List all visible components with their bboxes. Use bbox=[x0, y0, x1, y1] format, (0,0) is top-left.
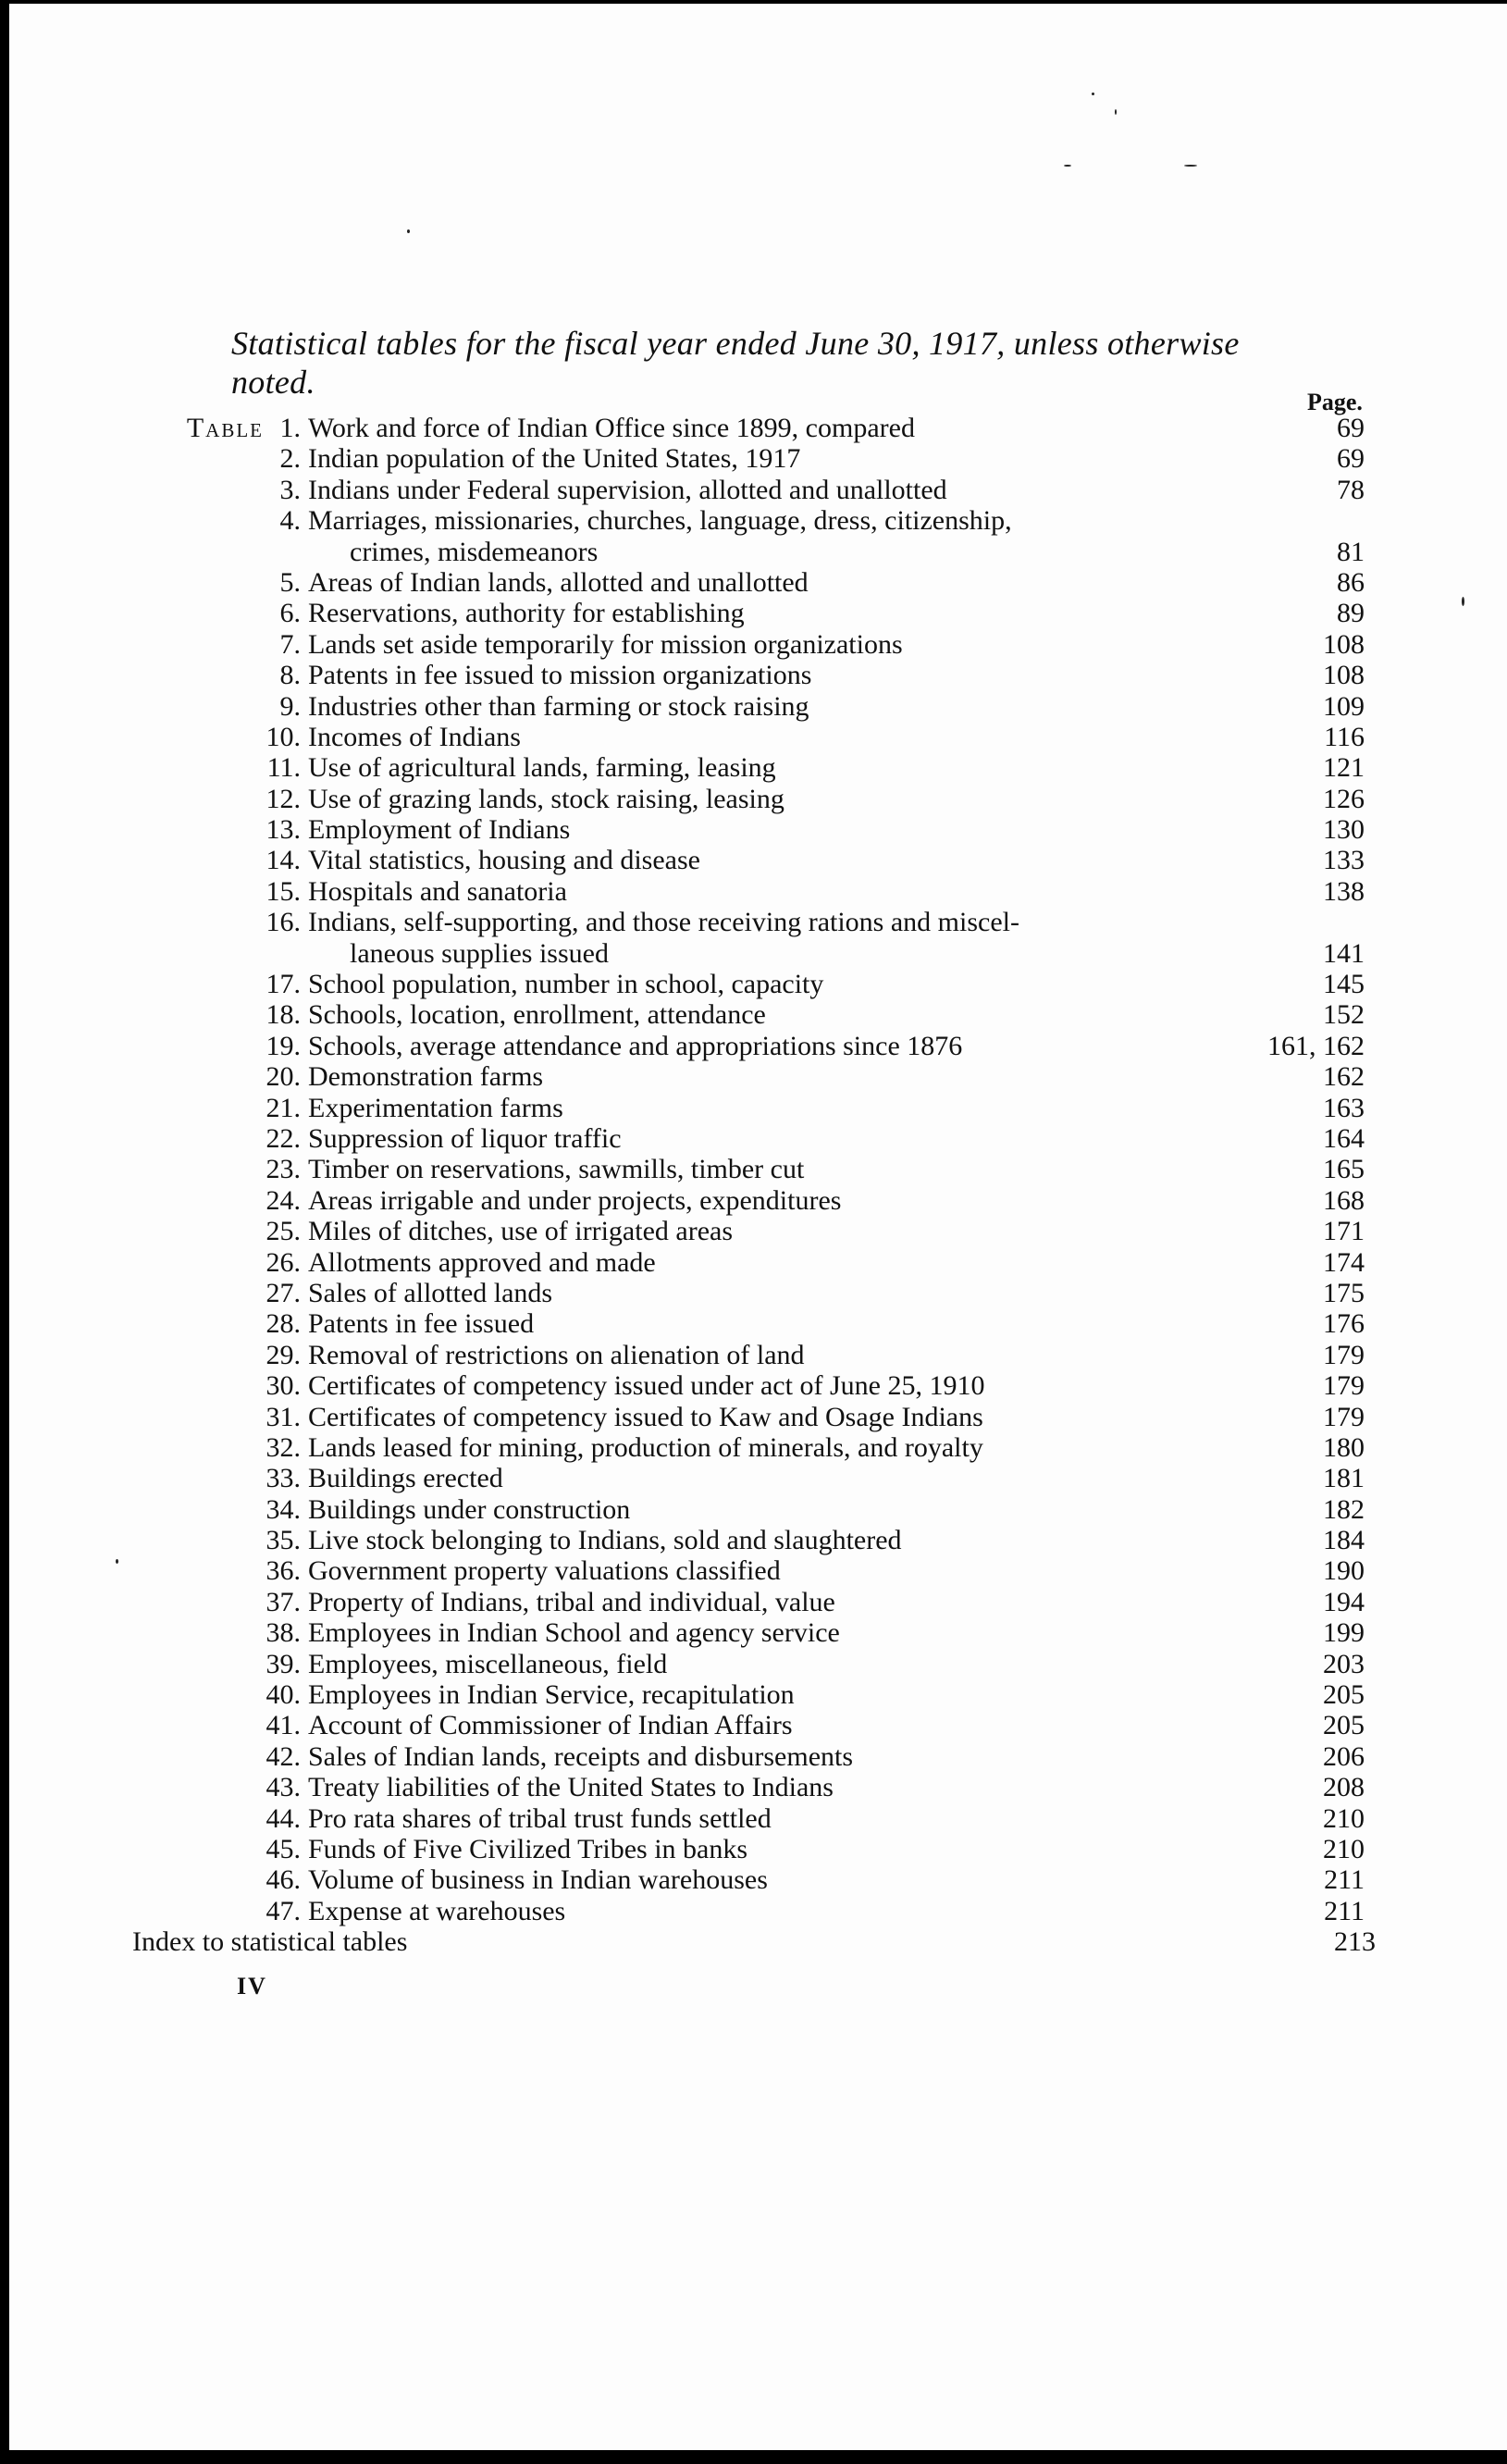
toc-entry bbox=[143, 1834, 1365, 1864]
entry-number: 46. bbox=[266, 1864, 301, 1896]
entry-number: 34. bbox=[266, 1493, 301, 1525]
entry-number: 47. bbox=[266, 1895, 301, 1926]
entry-title bbox=[301, 1247, 1244, 1278]
entry-page: 86 bbox=[1337, 566, 1365, 598]
entry-title bbox=[301, 1710, 1244, 1740]
entry-title-text: Allotments approved and made bbox=[301, 1247, 656, 1278]
entry-title-text: Marriages, missionaries, churches, language, dress, citizenship, bbox=[301, 505, 1012, 536]
toc-entry bbox=[143, 938, 1365, 969]
entry-number: 2. bbox=[279, 443, 301, 475]
entry-title bbox=[301, 1123, 1244, 1154]
entry-title-text: laneous supplies issued bbox=[342, 938, 609, 969]
entry-title bbox=[301, 1649, 1244, 1679]
entry-number: 8. bbox=[279, 660, 301, 691]
entry-number: 42. bbox=[266, 1740, 301, 1772]
scan-speck bbox=[1184, 165, 1197, 167]
entry-title-text: Use of agricultural lands, farming, leasing bbox=[301, 752, 776, 783]
entry-title bbox=[301, 1093, 1244, 1123]
toc-entry bbox=[143, 1123, 1365, 1154]
entry-title-text: Account of Commissioner of Indian Affairs bbox=[301, 1710, 793, 1740]
entry-page: 208 bbox=[1323, 1772, 1365, 1803]
toc-entry bbox=[143, 567, 1365, 598]
table-of-contents bbox=[132, 413, 1376, 1958]
entry-title-text: Treaty liabilities of the United States to Indians bbox=[301, 1772, 834, 1802]
entry-page: 174 bbox=[1323, 1246, 1365, 1278]
entry-number: 6. bbox=[279, 598, 301, 629]
entry-page: 162 bbox=[1323, 1061, 1365, 1093]
entry-page: 206 bbox=[1323, 1740, 1365, 1772]
entry-title-text: Incomes of Indians bbox=[301, 722, 521, 752]
entry-title-text: Hospitals and sanatoria bbox=[301, 876, 567, 907]
entry-title-text: Experimentation farms bbox=[301, 1093, 563, 1123]
toc-entry bbox=[143, 722, 1365, 752]
entry-page: 165 bbox=[1323, 1154, 1365, 1185]
toc-entry bbox=[143, 629, 1365, 660]
entry-page: 176 bbox=[1323, 1308, 1365, 1340]
entry-number: 22. bbox=[266, 1122, 301, 1154]
entry-number: 39. bbox=[266, 1648, 301, 1679]
toc-entry bbox=[143, 1494, 1365, 1525]
scan-speck bbox=[407, 229, 410, 233]
toc-entry bbox=[143, 660, 1365, 690]
entry-title bbox=[301, 1525, 1244, 1555]
toc-entry bbox=[143, 784, 1365, 814]
entry-title-text: Government property valuations classified bbox=[301, 1555, 781, 1586]
entry-title bbox=[301, 475, 1244, 505]
entry-page: 163 bbox=[1323, 1092, 1365, 1123]
entry-title bbox=[301, 1308, 1244, 1339]
entry-title-text: Property of Indians, tribal and individual, value bbox=[301, 1587, 835, 1617]
entry-number: 16. bbox=[266, 907, 301, 938]
entry-number: 1. bbox=[279, 413, 301, 443]
entry-page: 179 bbox=[1323, 1401, 1365, 1432]
toc-entry bbox=[143, 413, 1365, 443]
entry-number: 45. bbox=[266, 1833, 301, 1864]
entry-title bbox=[301, 722, 1244, 752]
entry-title bbox=[301, 443, 1244, 474]
entry-number: 30. bbox=[266, 1370, 301, 1402]
entry-number: 3. bbox=[279, 474, 301, 505]
entry-title bbox=[342, 938, 1244, 969]
entry-title bbox=[301, 907, 1244, 937]
toc-entry bbox=[143, 537, 1365, 567]
entry-title bbox=[301, 1154, 1244, 1184]
entry-number: 21. bbox=[266, 1092, 301, 1123]
entry-page: 161, 162 bbox=[1267, 1030, 1365, 1061]
entry-page: 116 bbox=[1324, 721, 1365, 752]
entry-number: 13. bbox=[266, 814, 301, 846]
entry-page: 203 bbox=[1323, 1648, 1365, 1679]
entry-title-text: Buildings under construction bbox=[301, 1494, 630, 1525]
page-heading: Statistical tables for the fiscal year ended June 30, 1917, unless otherwise noted. bbox=[231, 325, 1240, 401]
index-title-text: Index to statistical tables bbox=[132, 1926, 408, 1958]
entry-title bbox=[301, 598, 1244, 628]
entry-page: 175 bbox=[1323, 1277, 1365, 1308]
entry-title-text: Employees in Indian School and agency service bbox=[301, 1617, 840, 1648]
entry-page: 130 bbox=[1323, 814, 1365, 846]
entry-title bbox=[301, 1216, 1244, 1246]
entry-title-text: Vital statistics, housing and disease bbox=[301, 845, 700, 875]
entry-number: 41. bbox=[266, 1710, 301, 1741]
index-entry bbox=[132, 1926, 1376, 1958]
entry-title bbox=[301, 660, 1244, 690]
entry-title bbox=[301, 814, 1244, 845]
entry-title-text: School population, number in school, capacity bbox=[301, 969, 823, 999]
toc-entry bbox=[143, 1679, 1365, 1710]
entry-title-text: Industries other than farming or stock raising bbox=[301, 691, 809, 722]
entry-page: 133 bbox=[1323, 845, 1365, 876]
entry-number: 7. bbox=[279, 628, 301, 660]
entry-title-text: Lands set aside temporarily for mission organizations bbox=[301, 629, 903, 660]
entry-page: 210 bbox=[1323, 1833, 1365, 1864]
entry-number: 29. bbox=[266, 1339, 301, 1370]
entry-page: 89 bbox=[1337, 598, 1365, 629]
entry-title bbox=[301, 845, 1244, 875]
toc-entry bbox=[143, 814, 1365, 845]
toc-entry bbox=[143, 1247, 1365, 1278]
table-label: Table bbox=[186, 413, 264, 443]
entry-title bbox=[301, 1864, 1244, 1895]
entry-title-text: Sales of Indian lands, receipts and disbursements bbox=[301, 1741, 853, 1772]
entry-page: 205 bbox=[1323, 1679, 1365, 1711]
entry-title bbox=[301, 876, 1244, 907]
entry-number: 5. bbox=[279, 566, 301, 598]
entry-page: 181 bbox=[1323, 1463, 1365, 1494]
entry-title bbox=[301, 1896, 1244, 1926]
entry-title-text: Indian population of the United States, 1917 bbox=[301, 443, 800, 474]
toc-entry bbox=[143, 876, 1365, 907]
scan-speck bbox=[1462, 597, 1464, 606]
entry-title-text: Areas irrigable and under projects, expenditures bbox=[301, 1185, 841, 1216]
entry-page: 121 bbox=[1323, 752, 1365, 784]
toc-entry bbox=[143, 1402, 1365, 1432]
toc-entry bbox=[143, 505, 1365, 536]
entry-title bbox=[301, 1679, 1244, 1710]
entry-title bbox=[301, 567, 1244, 598]
entry-title-text: Reservations, authority for establishing bbox=[301, 598, 745, 628]
entry-number: 19. bbox=[266, 1030, 301, 1061]
scan-speck bbox=[116, 1559, 118, 1564]
toc-entry bbox=[143, 1741, 1365, 1772]
toc-entry bbox=[143, 443, 1365, 474]
toc-entry bbox=[143, 1896, 1365, 1926]
entry-title bbox=[301, 1432, 1244, 1463]
entry-page: 138 bbox=[1323, 875, 1365, 907]
toc-entry bbox=[143, 1216, 1365, 1246]
toc-entry bbox=[143, 1772, 1365, 1802]
entry-title bbox=[301, 1772, 1244, 1802]
toc-entry bbox=[143, 1093, 1365, 1123]
entry-title-text: Live stock belonging to Indians, sold and slaughtered bbox=[301, 1525, 902, 1555]
entry-number: 28. bbox=[266, 1308, 301, 1340]
scan-edge-bottom bbox=[0, 2450, 1507, 2464]
toc-entry bbox=[143, 907, 1365, 937]
entry-page: 182 bbox=[1323, 1493, 1365, 1525]
entry-title bbox=[301, 1834, 1244, 1864]
entry-title-text: Schools, average attendance and appropriations since 1876 bbox=[301, 1031, 962, 1061]
entry-title bbox=[301, 1617, 1244, 1648]
entry-title-text: Suppression of liquor traffic bbox=[301, 1123, 622, 1154]
entry-page: 194 bbox=[1323, 1586, 1365, 1617]
toc-entry bbox=[143, 752, 1365, 783]
entry-number: 15. bbox=[266, 875, 301, 907]
toc-entry bbox=[143, 969, 1365, 999]
entry-page: 141 bbox=[1323, 937, 1365, 969]
entry-title-text: Expense at warehouses bbox=[301, 1896, 565, 1926]
entry-page: 171 bbox=[1323, 1216, 1365, 1247]
entry-number: 32. bbox=[266, 1431, 301, 1463]
entry-number: 35. bbox=[266, 1525, 301, 1556]
entry-title-text: Funds of Five Civilized Tribes in banks bbox=[301, 1834, 747, 1864]
entry-page: 152 bbox=[1323, 999, 1365, 1031]
entry-title bbox=[301, 1587, 1244, 1617]
entry-title bbox=[301, 505, 1244, 536]
scan-edge-top bbox=[0, 0, 1507, 4]
toc-entry bbox=[143, 1340, 1365, 1370]
entry-title bbox=[301, 752, 1244, 783]
toc-entry bbox=[143, 1555, 1365, 1586]
entry-number: 9. bbox=[279, 690, 301, 722]
entry-page: 108 bbox=[1323, 628, 1365, 660]
entry-title bbox=[301, 1555, 1244, 1586]
entry-title-text: Certificates of competency issued to Kaw and Osage Indians bbox=[301, 1402, 983, 1432]
entry-number: 17. bbox=[266, 969, 301, 1000]
entry-page: 126 bbox=[1323, 783, 1365, 814]
scan-speck bbox=[1092, 93, 1094, 95]
entry-title-text: Patents in fee issued bbox=[301, 1308, 534, 1339]
toc-entry bbox=[143, 999, 1365, 1030]
entry-page: 81 bbox=[1337, 536, 1365, 567]
entry-title-text: Pro rata shares of tribal trust funds settled bbox=[301, 1803, 772, 1834]
entry-title-text: Areas of Indian lands, allotted and unallotted bbox=[301, 567, 809, 598]
scan-speck bbox=[1064, 165, 1071, 167]
toc-entry bbox=[143, 1803, 1365, 1834]
entry-title-text: Employees, miscellaneous, field bbox=[301, 1649, 667, 1679]
entry-title-text: Removal of restrictions on alienation of land bbox=[301, 1340, 805, 1370]
entry-number: 26. bbox=[266, 1246, 301, 1278]
entry-number: 11. bbox=[266, 752, 301, 784]
entry-title-text: Employment of Indians bbox=[301, 814, 570, 845]
entry-page: 211 bbox=[1324, 1864, 1365, 1896]
toc-entry bbox=[143, 845, 1365, 875]
entry-title bbox=[301, 413, 1244, 443]
toc-entry bbox=[143, 1370, 1365, 1401]
entry-title bbox=[301, 691, 1244, 722]
entry-number: 40. bbox=[266, 1679, 301, 1711]
entry-number: 44. bbox=[266, 1802, 301, 1834]
scan-edge-left bbox=[0, 0, 9, 2464]
entry-page: 108 bbox=[1323, 660, 1365, 691]
entry-page: 168 bbox=[1323, 1184, 1365, 1216]
entry-page: 109 bbox=[1323, 690, 1365, 722]
entry-page: 145 bbox=[1323, 969, 1365, 1000]
entry-page: 78 bbox=[1337, 474, 1365, 505]
entry-page: 179 bbox=[1323, 1370, 1365, 1402]
entry-title bbox=[301, 784, 1244, 814]
entry-page: 164 bbox=[1323, 1122, 1365, 1154]
toc-entry bbox=[143, 1278, 1365, 1308]
toc-entry bbox=[143, 1432, 1365, 1463]
entry-number: 37. bbox=[266, 1586, 301, 1617]
entry-title-text: Certificates of competency issued under act of June 25, 1910 bbox=[301, 1370, 984, 1401]
entry-page: 190 bbox=[1323, 1555, 1365, 1587]
toc-entry bbox=[143, 1649, 1365, 1679]
entry-number: 12. bbox=[266, 783, 301, 814]
entry-page: 69 bbox=[1337, 413, 1365, 443]
entry-title-text: Miles of ditches, use of irrigated areas bbox=[301, 1216, 733, 1246]
entry-title bbox=[301, 1278, 1244, 1308]
toc-entry bbox=[143, 1061, 1365, 1092]
entry-page: 210 bbox=[1323, 1802, 1365, 1834]
toc-entry bbox=[143, 691, 1365, 722]
entry-number: 20. bbox=[266, 1061, 301, 1093]
entry-title bbox=[301, 1340, 1244, 1370]
entry-title bbox=[301, 969, 1244, 999]
entry-title bbox=[301, 1185, 1244, 1216]
entry-title-text: Buildings erected bbox=[301, 1463, 503, 1493]
entry-number: 10. bbox=[266, 721, 301, 752]
entry-page: 69 bbox=[1337, 443, 1365, 475]
entry-title bbox=[301, 1463, 1244, 1493]
entry-title-text: Sales of allotted lands bbox=[301, 1278, 552, 1308]
entry-number: 38. bbox=[266, 1617, 301, 1649]
toc-entry bbox=[143, 1031, 1365, 1061]
entry-title-text: Lands leased for mining, production of minerals, and royalty bbox=[301, 1432, 983, 1463]
entry-title-text: Demonstration farms bbox=[301, 1061, 543, 1092]
index-title bbox=[132, 1926, 1233, 1957]
toc-entry bbox=[143, 1617, 1365, 1648]
entry-title bbox=[301, 1741, 1244, 1772]
toc-entry bbox=[143, 1864, 1365, 1895]
toc-entry bbox=[143, 598, 1365, 628]
entry-title bbox=[301, 1494, 1244, 1525]
toc-entry bbox=[143, 1154, 1365, 1184]
toc-entry bbox=[143, 1185, 1365, 1216]
entry-title-text: Schools, location, enrollment, attendance bbox=[301, 999, 766, 1030]
toc-entry bbox=[143, 1587, 1365, 1617]
entry-page: 199 bbox=[1323, 1617, 1365, 1649]
entry-page: 184 bbox=[1323, 1525, 1365, 1556]
entry-page: 180 bbox=[1323, 1431, 1365, 1463]
page-column-label: Page. bbox=[1307, 389, 1363, 415]
entry-title-text: Work and force of Indian Office since 1899, compared bbox=[301, 413, 915, 443]
entry-number: 18. bbox=[266, 999, 301, 1031]
entry-number: 24. bbox=[266, 1184, 301, 1216]
entry-page: 211 bbox=[1324, 1895, 1365, 1926]
entry-title bbox=[301, 1370, 1244, 1401]
entry-title-text: crimes, misdemeanors bbox=[342, 537, 598, 567]
entry-title-text: Timber on reservations, sawmills, timber cut bbox=[301, 1154, 804, 1184]
page-folio: IV bbox=[237, 1973, 267, 2000]
entry-number: 31. bbox=[266, 1401, 301, 1432]
entry-number: 14. bbox=[266, 845, 301, 876]
entry-title-text: Volume of business in Indian warehouses bbox=[301, 1864, 768, 1895]
toc-entry bbox=[143, 1463, 1365, 1493]
entry-number: 25. bbox=[266, 1216, 301, 1247]
entry-number: 23. bbox=[266, 1154, 301, 1185]
entry-title bbox=[301, 1061, 1244, 1092]
entry-title bbox=[301, 1031, 1244, 1061]
index-page: 213 bbox=[1334, 1926, 1376, 1958]
entry-number: 27. bbox=[266, 1277, 301, 1308]
entry-title bbox=[301, 1803, 1244, 1834]
toc-entry bbox=[143, 1710, 1365, 1740]
entry-title-text: Indians, self-supporting, and those receiving rations and miscel- bbox=[301, 907, 1019, 937]
entry-title bbox=[301, 629, 1244, 660]
entry-title-text: Patents in fee issued to mission organizations bbox=[301, 660, 811, 690]
entry-page: 179 bbox=[1323, 1339, 1365, 1370]
entry-title-text: Employees in Indian Service, recapitulation bbox=[301, 1679, 795, 1710]
entry-number: 4. bbox=[279, 505, 301, 537]
entry-page: 205 bbox=[1323, 1710, 1365, 1741]
toc-entry bbox=[143, 1308, 1365, 1339]
entry-title-text: Use of grazing lands, stock raising, leasing bbox=[301, 784, 784, 814]
entry-title-text: Indians under Federal supervision, allotted and unallotted bbox=[301, 475, 947, 505]
scan-speck bbox=[1115, 109, 1117, 115]
entry-number: 36. bbox=[266, 1555, 301, 1587]
entry-title bbox=[301, 999, 1244, 1030]
entry-title bbox=[301, 1402, 1244, 1432]
toc-entry bbox=[143, 1525, 1365, 1555]
toc-entry bbox=[143, 475, 1365, 505]
entry-number: 43. bbox=[266, 1772, 301, 1803]
entry-title bbox=[342, 537, 1244, 567]
entry-number: 33. bbox=[266, 1463, 301, 1494]
